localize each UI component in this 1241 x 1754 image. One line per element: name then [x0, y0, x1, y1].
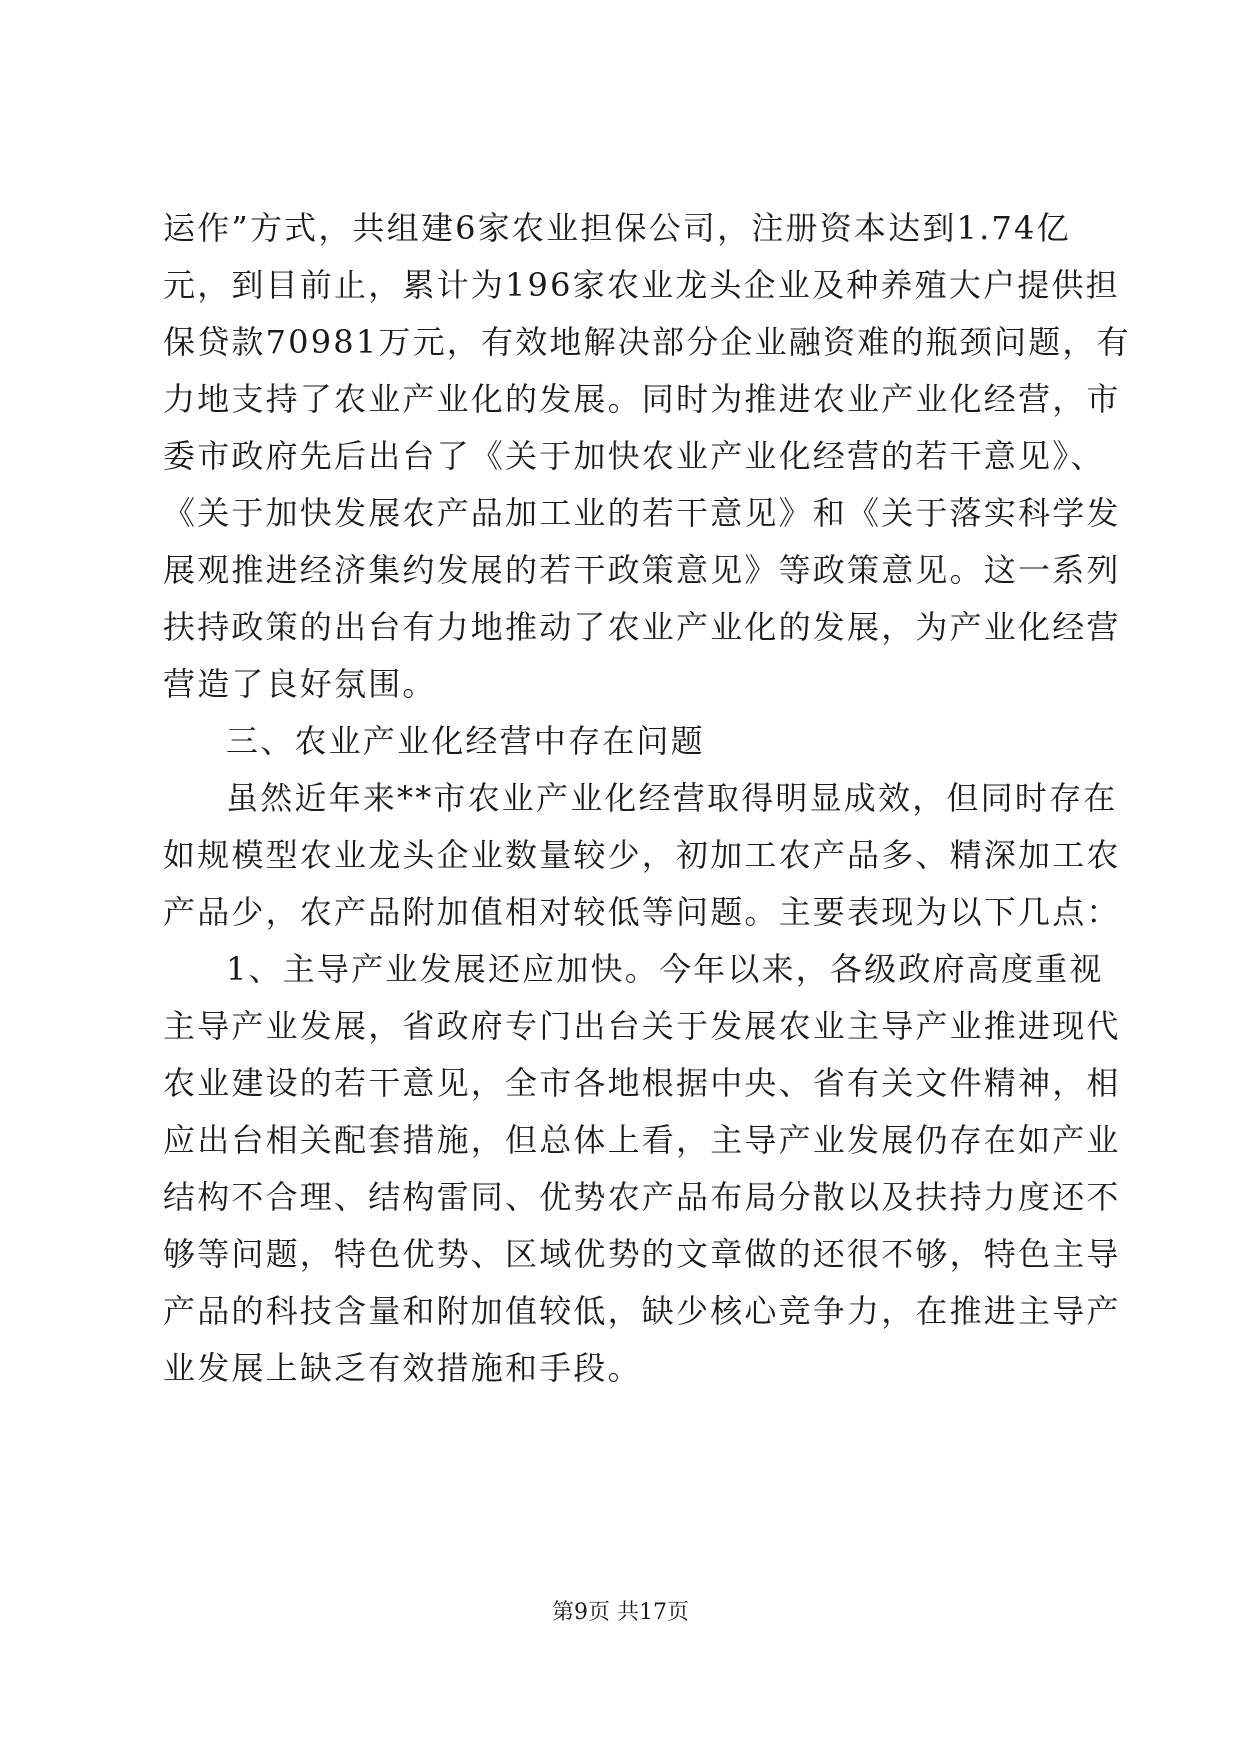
- text-line: 产品少，农产品附加值相对较低等问题。主要表现为以下几点：: [163, 893, 1121, 931]
- text-line: 应出台相关配套措施，但总体上看，主导产业发展仍存在如产业: [163, 1121, 1121, 1159]
- text-line: 结构不合理、结构雷同、优势农产品布局分散以及扶持力度还不: [163, 1178, 1121, 1216]
- text-line: 保贷款70981万元，有效地解决部分企业融资难的瓶颈问题，有: [163, 323, 1131, 361]
- text-line: 如规模型农业龙头企业数量较少，初加工农产品多、精深加工农: [163, 836, 1121, 874]
- page-number-footer: 第9页 共17页: [552, 1600, 689, 1625]
- text-line: 元，到目前止，累计为196家农业龙头企业及种养殖大户提供担: [163, 266, 1120, 304]
- text-line: 力地支持了农业产业化的发展。同时为推进农业产业化经营，市: [163, 380, 1121, 418]
- text-line: 够等问题，特色优势、区域优势的文章做的还很不够，特色主导: [163, 1235, 1121, 1273]
- text-line: 虽然近年来**市农业产业化经营取得明显成效，但同时存在: [226, 779, 1118, 817]
- text-line: 委市政府先后出台了《关于加快农业产业化经营的若干意见》、: [163, 437, 1105, 475]
- text-line: 扶持政策的出台有力地推动了农业产业化的发展，为产业化经营: [163, 608, 1121, 646]
- text-line: 业发展上缺乏有效措施和手段。: [163, 1349, 642, 1387]
- section-heading: 三、农业产业化经营中存在问题: [226, 722, 705, 760]
- text-line: 营造了良好氛围。: [163, 665, 437, 703]
- text-line: 产品的科技含量和附加值较低，缺少核心竞争力，在推进主导产: [163, 1292, 1121, 1330]
- text-line: 《关于加快发展农产品加工业的若干意见》和《关于落实科学发: [163, 494, 1121, 532]
- text-line: 1、主导产业发展还应加快。今年以来，各级政府高度重视: [226, 950, 1104, 988]
- text-line: 运作”方式，共组建6家农业担保公司，注册资本达到1.74亿: [163, 209, 1071, 247]
- text-line: 农业建设的若干意见，全市各地根据中央、省有关文件精神，相: [163, 1064, 1121, 1102]
- text-line: 展观推进经济集约发展的若干政策意见》等政策意见。这一系列: [163, 551, 1121, 589]
- text-line: 主导产业发展，省政府专门出台关于发展农业主导产业推进现代: [163, 1007, 1121, 1045]
